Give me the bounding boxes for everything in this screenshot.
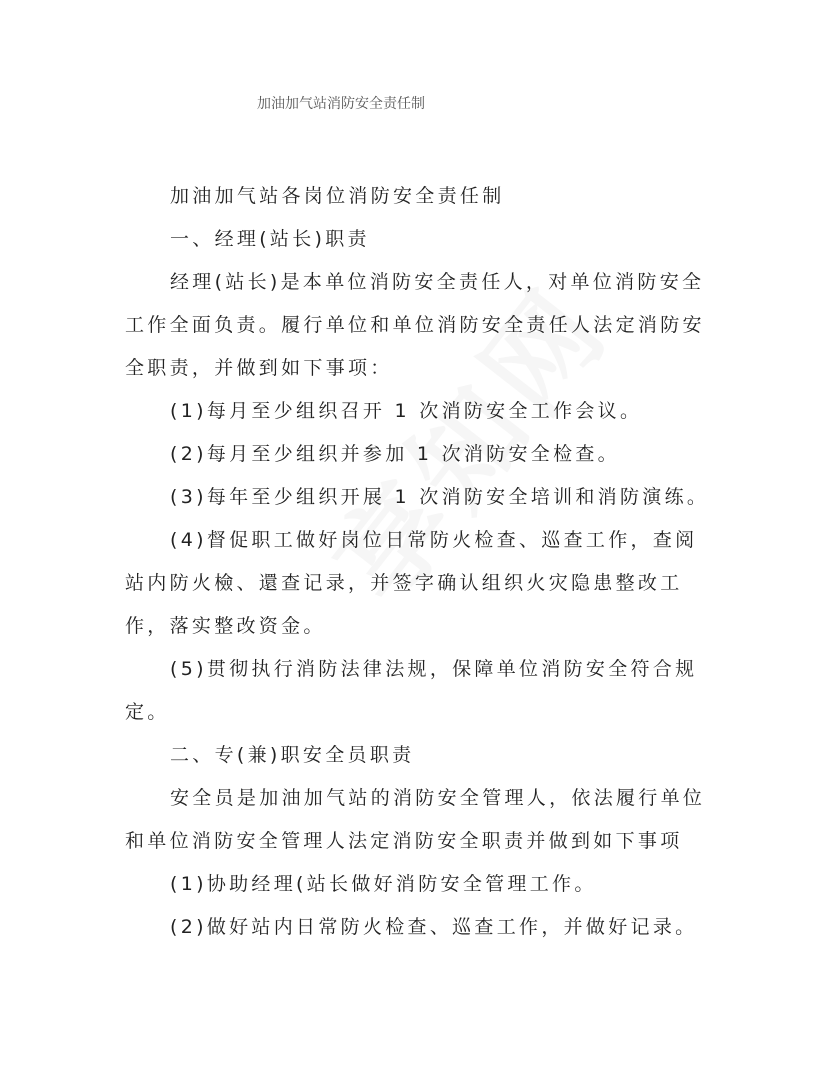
page-header-title: 加油加气站消防安全责任制 — [257, 96, 425, 112]
section-2-heading: 二、专(兼)职安全员职责 — [170, 744, 415, 766]
section-1-item-5: (5)贯彻执行消防法律法规，保障单位消防安全符合规定。 — [125, 658, 698, 723]
section-1-intro: 经理(站长)是本单位消防安全责任人，对单位消防安全工作全面负责。履行单位和单位消防安全责任人法定消防安全职责，并做到如下事项： — [125, 271, 705, 379]
section-1-item-1: (1)每月至少组织召开 1 次消防安全工作会议。 — [170, 400, 643, 422]
section-1-item-2: (2)每月至少组织并参加 1 次消防安全检查。 — [170, 443, 620, 465]
section-1-item-4: (4)督促职工做好岗位日常防火检查、巡查工作，查阅站内防火檢、還查记录，并签字确认组织火灾隐患整改工作，落实整改资金。 — [125, 529, 698, 637]
section-2-item-1: (1)协助经理(站长做好消防安全管理工作。 — [170, 873, 597, 895]
document-title: 加油加气站各岗位消防安全责任制 — [170, 185, 505, 207]
section-2-item-2: (2)做好站内日常防火检查、巡查工作，并做好记录。 — [170, 916, 698, 938]
section-1-item-3: (3)每年至少组织开展 1 次消防安全培训和消防演练。 — [170, 486, 710, 508]
document-body — [125, 175, 710, 949]
section-1-heading: 一、经理(站长)职责 — [170, 228, 370, 250]
section-2-intro: 安全员是加油加气站的消防安全管理人，依法履行单位和单位消防安全管理人法定消防安全职责并做到如下事项 — [125, 787, 706, 852]
